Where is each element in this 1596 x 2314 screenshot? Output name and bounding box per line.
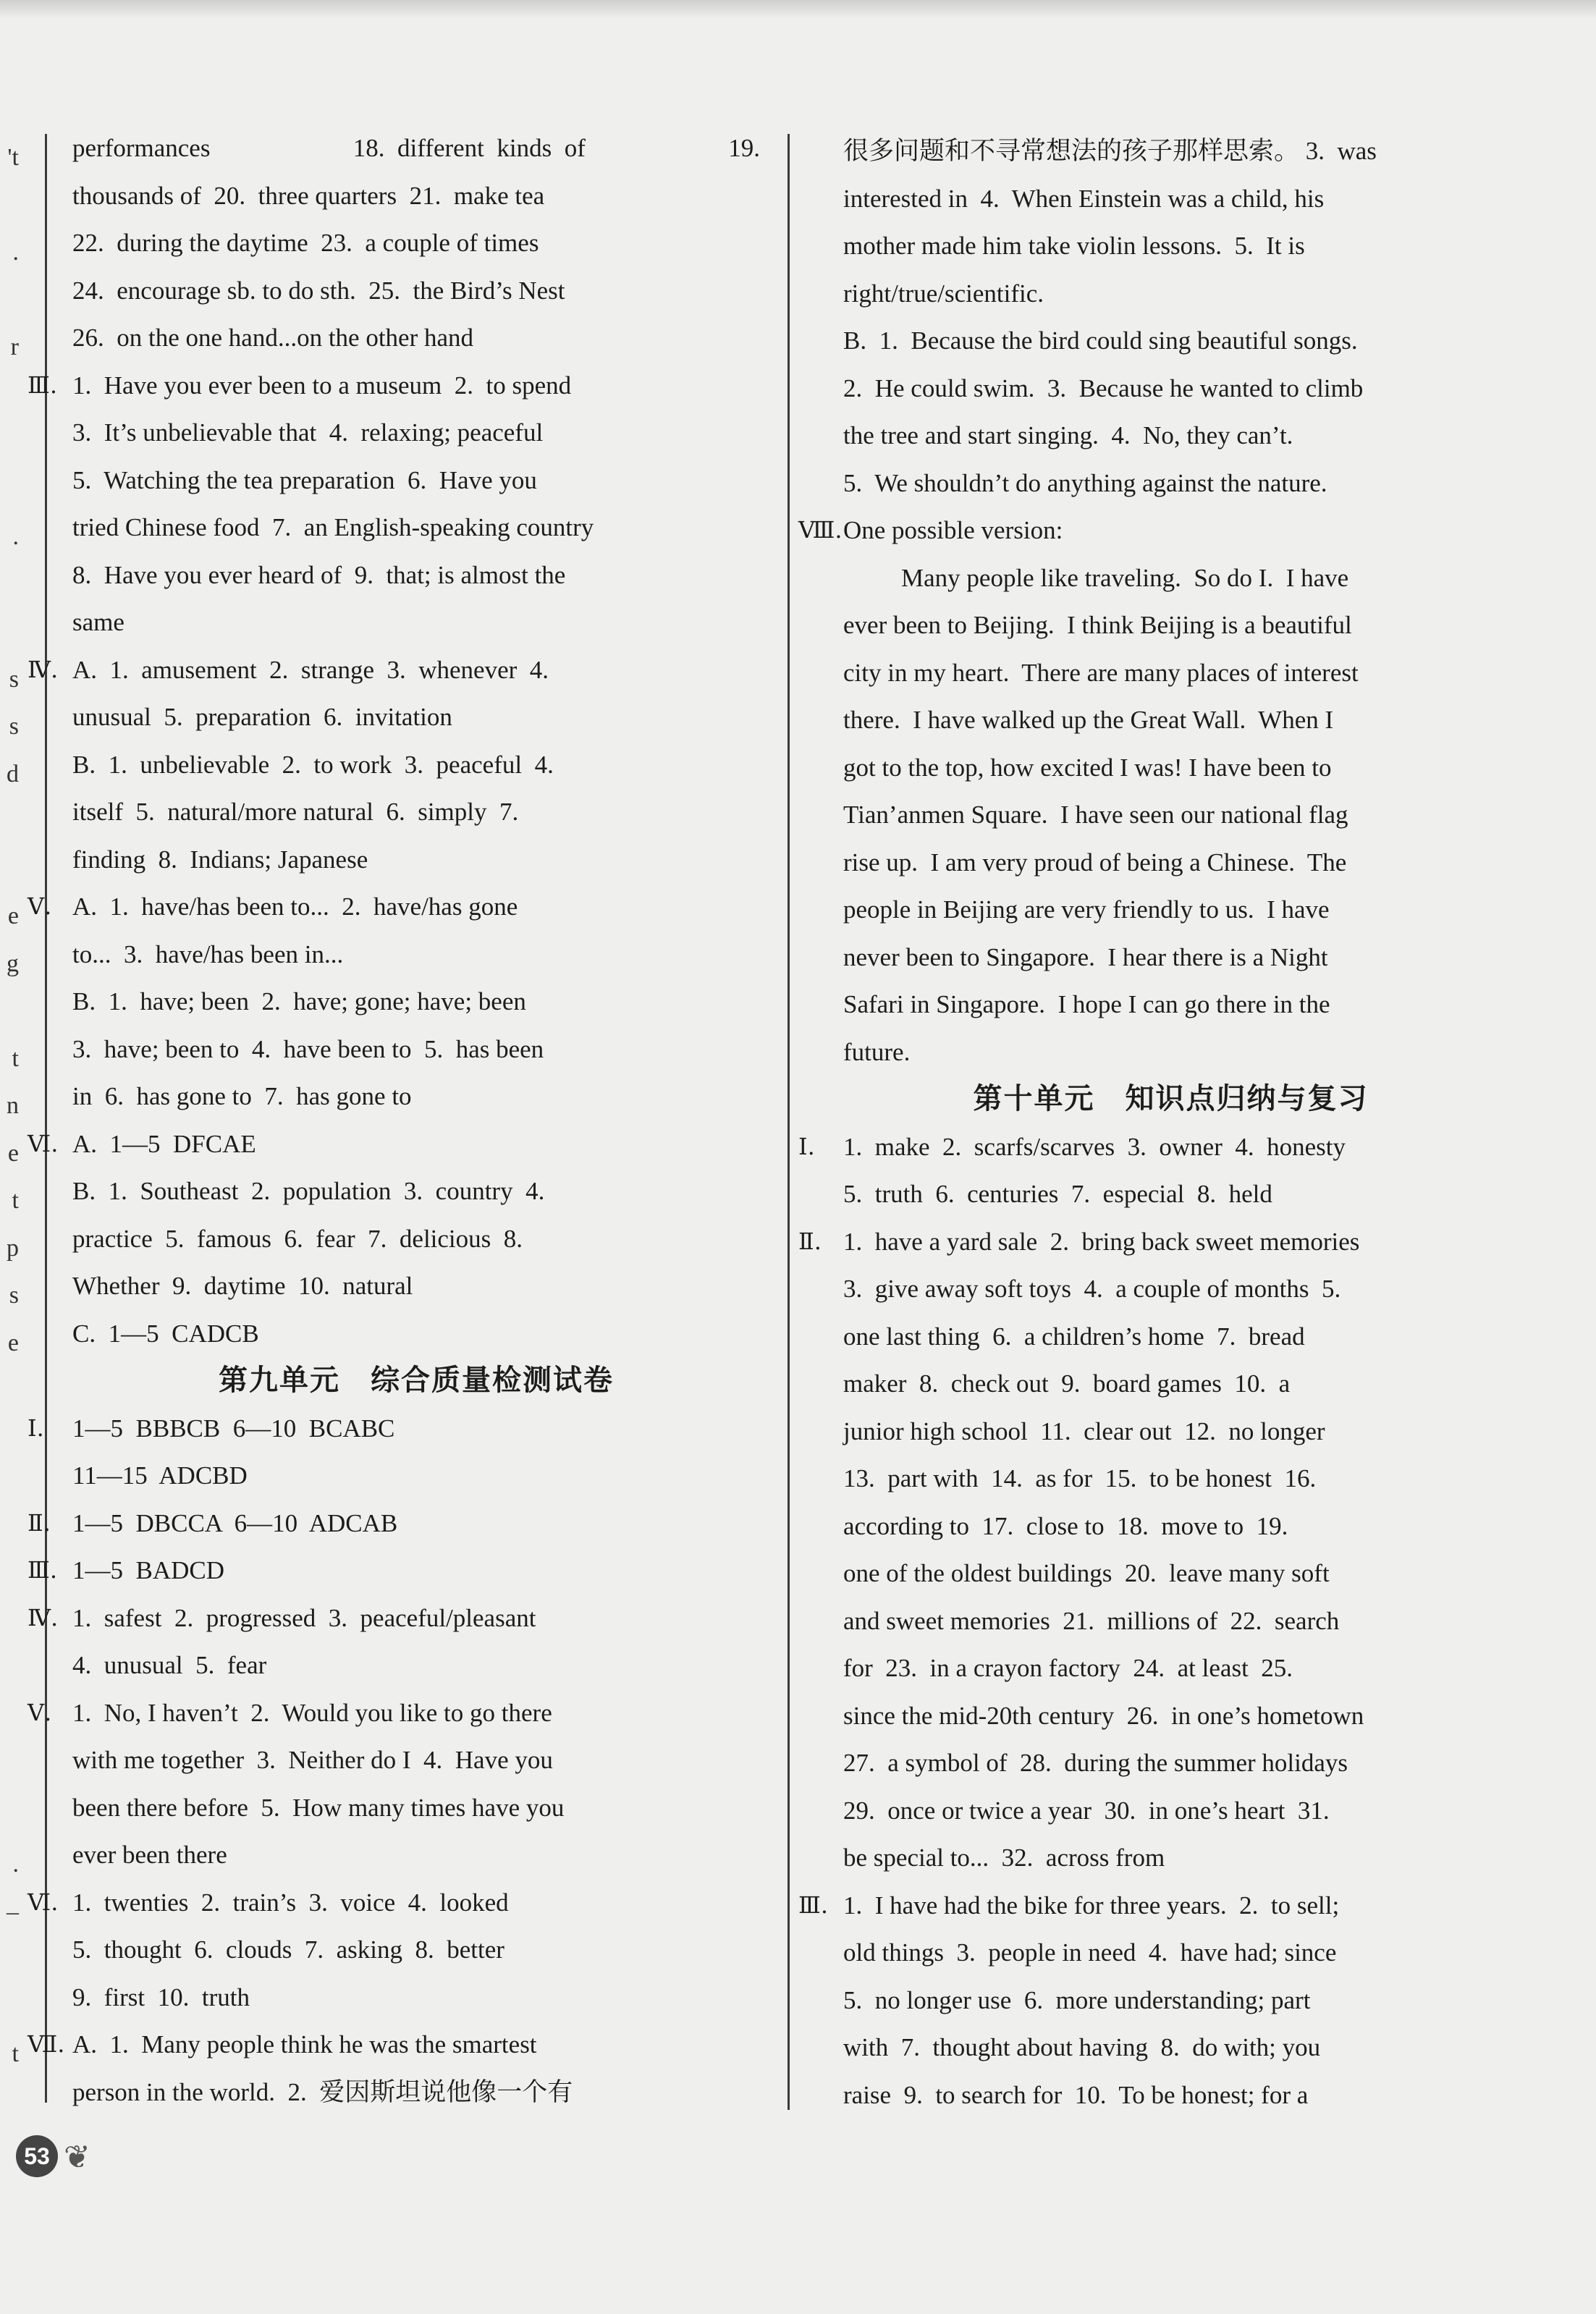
answer-line xyxy=(843,886,1498,934)
answer-text: 22. during the daytime 23. a couple of times xyxy=(72,229,539,257)
answer-text: maker 8. check out 9. board games 10. a xyxy=(843,1369,1291,1398)
answer-text: A. 1. have/has been to... 2. have/has gone xyxy=(72,892,518,921)
edge-fragment: n xyxy=(7,1092,19,1119)
answer-text: performances xyxy=(72,134,211,162)
section-numeral: Ⅳ. xyxy=(28,655,59,683)
answer-text: junior high school 11. clear out 12. no longer xyxy=(843,1416,1325,1445)
answer-line xyxy=(28,1405,760,1453)
answer-line xyxy=(72,552,760,599)
answer-text: A. 1—5 DFCAE xyxy=(72,1129,256,1158)
answer-line xyxy=(843,412,1498,460)
answer-line xyxy=(798,1123,1498,1171)
answer-line xyxy=(798,1218,1498,1266)
answer-text: future. xyxy=(843,1037,911,1066)
answer-text: A. 1. Many people think he was the smartest xyxy=(72,2030,537,2058)
section-numeral: Ⅰ. xyxy=(28,1414,44,1442)
answer-line xyxy=(843,270,1498,318)
edge-fragment xyxy=(0,845,19,893)
answer-text: 4. unusual 5. fear xyxy=(72,1651,267,1679)
answer-line xyxy=(843,317,1498,365)
answer-line xyxy=(843,1692,1498,1740)
answer-line xyxy=(843,1644,1498,1692)
answer-line xyxy=(843,175,1498,223)
answer-line xyxy=(843,1029,1498,1076)
answer-line xyxy=(72,788,760,836)
answer-text: raise 9. to search for 10. To be honest; for a xyxy=(843,2080,1309,2109)
answer-text: C. 1—5 CADCB xyxy=(72,1319,259,1348)
edge-fragment: t xyxy=(12,1187,19,1214)
answer-line xyxy=(28,362,760,410)
answer-text: 1—5 BBBCB 6—10 BCABC xyxy=(72,1414,395,1443)
answer-text: 19. xyxy=(728,134,760,162)
edge-fragment xyxy=(0,1651,19,1699)
section-numeral: Ⅶ. xyxy=(28,2030,65,2058)
left-margin-rule xyxy=(45,134,47,2103)
answer-text: 5. Watching the tea preparation 6. Have you xyxy=(72,465,537,494)
answer-line xyxy=(72,1642,760,1689)
answer-text: for 23. in a crayon factory 24. at least 25. xyxy=(843,1654,1293,1682)
answer-line xyxy=(72,1215,760,1263)
answer-line xyxy=(843,1739,1498,1787)
answer-text: 5. truth 6. centuries 7. especial 8. held xyxy=(843,1180,1272,1208)
section-numeral: Ⅲ. xyxy=(28,371,58,399)
edge-fragment: e xyxy=(7,1139,19,1167)
answer-line xyxy=(843,1360,1498,1408)
left-edge-fragments xyxy=(0,134,19,2103)
edge-fragment: – xyxy=(7,1898,19,1925)
answer-text: 26. on the one hand...on the other hand xyxy=(72,324,474,352)
edge-fragment xyxy=(0,1935,19,1983)
answer-line xyxy=(72,1026,760,1073)
answer-text: according to 17. close to 18. move to 19. xyxy=(843,1511,1288,1540)
answer-text: 3. It’s unbelievable that 4. relaxing; peaceful xyxy=(72,418,544,447)
answer-text: B. 1. Because the bird could sing beautiful songs. xyxy=(843,326,1358,355)
answer-line xyxy=(843,1170,1498,1218)
answer-line xyxy=(72,457,760,504)
answer-line xyxy=(843,744,1498,792)
answer-text: person in the world. 2. 爱因斯坦说他像一个有 xyxy=(72,2077,573,2106)
answer-line xyxy=(28,1595,760,1642)
decorative-ornament-icon: ❦ xyxy=(64,2140,90,2175)
answer-text: 27. a symbol of 28. during the summer holidays xyxy=(843,1749,1348,1777)
page-number: 53 xyxy=(16,2135,58,2177)
answer-line xyxy=(72,1167,760,1215)
answer-text: with me together 3. Neither do I 4. Have you xyxy=(72,1746,553,1774)
answer-text: 1. Have you ever been to a museum 2. to spend xyxy=(72,371,572,400)
answer-text: Many people like traveling. So do I. I have xyxy=(901,563,1349,592)
answer-text: thousands of 20. three quarters 21. make tea xyxy=(72,181,545,210)
answer-line xyxy=(72,599,760,646)
answer-text: since the mid-20th century 26. in one’s hometown xyxy=(843,1701,1364,1730)
answer-text: tried Chinese food 7. an English-speaking country xyxy=(72,513,594,541)
section-numeral: Ⅱ. xyxy=(28,1508,51,1537)
edge-fragment xyxy=(0,1983,19,2031)
answer-text: in 6. has gone to 7. has gone to xyxy=(72,1082,412,1110)
answer-line xyxy=(28,1547,760,1595)
answer-line xyxy=(72,693,760,741)
column-left-lines-2 xyxy=(28,1405,760,2116)
section-numeral: Ⅲ. xyxy=(28,1556,58,1584)
answer-line xyxy=(28,1120,760,1168)
answer-line xyxy=(72,124,760,172)
edge-fragment xyxy=(0,561,19,609)
answer-text: 1. safest 2. progressed 3. peaceful/pleasant xyxy=(72,1603,536,1632)
answer-line xyxy=(843,127,1498,175)
scan-shadow xyxy=(0,0,1596,19)
answer-line xyxy=(72,409,760,457)
answer-text: 5. We shouldn’t do anything against the nature. xyxy=(843,468,1327,497)
answer-text: right/true/scientific. xyxy=(843,279,1044,308)
answer-line xyxy=(72,504,760,552)
answer-text: city in my heart. There are many places of interest xyxy=(843,658,1359,687)
answer-text: 11—15 ADCBD xyxy=(72,1461,248,1490)
section-numeral: Ⅷ. xyxy=(798,516,843,544)
answer-line xyxy=(72,314,760,362)
answer-text: 13. part with 14. as for 15. to be honest 16. xyxy=(843,1464,1317,1492)
edge-fragment: g xyxy=(7,950,19,977)
edge-fragment: p xyxy=(7,1234,19,1262)
answer-line xyxy=(843,1929,1498,1977)
section-numeral: Ⅱ. xyxy=(798,1227,822,1255)
answer-line xyxy=(843,981,1498,1029)
answer-line xyxy=(843,365,1498,413)
edge-fragment xyxy=(0,1367,19,1414)
edge-fragment: d xyxy=(7,760,19,787)
answer-line xyxy=(843,791,1498,839)
answer-text: got to the top, how excited I was! I have been to xyxy=(843,753,1332,782)
answer-line xyxy=(843,839,1498,887)
answer-text: 1. No, I haven’t 2. Would you like to go there xyxy=(72,1698,552,1727)
section-numeral: Ⅲ. xyxy=(798,1891,829,1919)
answer-text: one last thing 6. a children’s home 7. bread xyxy=(843,1322,1305,1351)
answer-line xyxy=(843,1408,1498,1456)
edge-fragment xyxy=(0,608,19,656)
answer-line xyxy=(843,1787,1498,1835)
section-numeral: Ⅴ. xyxy=(28,1698,52,1726)
answer-line xyxy=(798,507,1498,554)
answer-line xyxy=(28,1879,760,1927)
answer-text: been there before 5. How many times have you xyxy=(72,1793,565,1822)
section-numeral: Ⅵ. xyxy=(28,1888,59,1916)
edge-fragment xyxy=(0,182,19,229)
answer-text: Safari in Singapore. I hope I can go there in the xyxy=(843,990,1330,1018)
answer-line xyxy=(72,267,760,315)
edge-fragment: r xyxy=(10,334,19,360)
answer-text: mother made him take violin lessons. 5. It is xyxy=(843,232,1305,260)
answer-line xyxy=(28,1500,760,1547)
answer-text: the tree and start singing. 4. No, they can’t. xyxy=(843,421,1293,449)
answer-line xyxy=(72,1784,760,1832)
edge-fragment: e xyxy=(7,903,19,929)
answer-text: to... 3. have/has been in... xyxy=(72,939,344,968)
answer-line xyxy=(843,1834,1498,1882)
answer-line xyxy=(843,1455,1498,1503)
answer-text: 3. give away soft toys 4. a couple of months 5. xyxy=(843,1275,1341,1303)
edge-fragment: . xyxy=(12,523,19,550)
answer-line xyxy=(72,978,760,1026)
answer-line xyxy=(72,836,760,884)
answer-line xyxy=(72,1073,760,1120)
answer-text: unusual 5. preparation 6. invitation xyxy=(72,703,452,731)
edge-fragment xyxy=(0,987,19,1035)
answer-text: be special to... 32. across from xyxy=(843,1844,1165,1872)
answer-line xyxy=(843,1977,1498,2024)
edge-fragment: t xyxy=(12,1044,19,1072)
answer-text: 9. first 10. truth xyxy=(72,1982,250,2011)
answer-text: 18. different kinds of xyxy=(352,134,586,162)
answer-text: interested in 4. When Einstein was a child, his xyxy=(843,184,1325,213)
edge-fragment xyxy=(0,466,19,514)
answer-text: with 7. thought about having 8. do with; you xyxy=(843,2033,1321,2061)
answer-line xyxy=(843,2072,1498,2119)
edge-fragment xyxy=(0,1461,19,1509)
answer-line xyxy=(843,649,1498,697)
edge-fragment xyxy=(0,371,19,419)
answer-text: never been to Singapore. I hear there is a Night xyxy=(843,942,1328,971)
column-right-lines-2 xyxy=(798,1123,1498,2119)
answer-line xyxy=(843,696,1498,744)
answer-text: 5. no longer use 6. more understanding; part xyxy=(843,1985,1311,2014)
answer-text: 1—5 BADCD xyxy=(72,1556,225,1584)
answer-text: finding 8. Indians; Japanese xyxy=(72,845,368,874)
answer-text: 24. encourage sb. to do sth. 25. the Bird’s Nest xyxy=(72,276,565,305)
answer-line xyxy=(72,931,760,979)
edge-fragment: s xyxy=(9,665,19,693)
section-numeral: Ⅰ. xyxy=(798,1132,815,1160)
edge-fragment xyxy=(0,1794,19,1841)
answer-line xyxy=(28,883,760,931)
edge-fragment: . xyxy=(12,239,19,266)
answer-line xyxy=(843,1265,1498,1313)
answer-text: practice 5. famous 6. fear 7. delicious 8. xyxy=(72,1224,523,1253)
answer-text: there. I have walked up the Great Wall. When I xyxy=(843,706,1334,734)
answer-line xyxy=(72,1926,760,1974)
section-numeral: Ⅳ. xyxy=(28,1603,59,1631)
column-left-lines xyxy=(28,124,760,1357)
answer-line xyxy=(72,219,760,267)
answer-line xyxy=(72,1831,760,1879)
edge-fragment: e xyxy=(7,1329,19,1356)
answer-text: 1. have a yard sale 2. bring back sweet memories xyxy=(843,1227,1360,1256)
answer-text: 3. have; been to 4. have been to 5. has been xyxy=(72,1034,544,1063)
column-right-lines xyxy=(798,127,1498,1076)
answer-text: 29. once or twice a year 30. in one’s heart 31. xyxy=(843,1796,1330,1825)
answer-text: 5. thought 6. clouds 7. asking 8. better xyxy=(72,1935,504,1964)
edge-fragment: . xyxy=(12,1851,19,1878)
section-numeral: Ⅵ. xyxy=(28,1129,59,1157)
answer-text: 2. He could swim. 3. Because he wanted to climb xyxy=(843,373,1364,402)
column-divider xyxy=(788,134,790,2110)
section-numeral: Ⅴ. xyxy=(28,892,52,920)
answer-line xyxy=(843,2024,1498,2072)
answer-text: ever been to Beijing. I think Beijing is a beautiful xyxy=(843,611,1352,639)
answer-text: Tian’anmen Square. I have seen our national flag xyxy=(843,801,1348,829)
answer-text: B. 1. Southeast 2. population 3. country 4. xyxy=(72,1177,545,1205)
answer-text: 很多问题和不寻常想法的孩子那样思索。 3. was xyxy=(843,137,1377,165)
edge-fragment xyxy=(0,1746,19,1794)
answer-line xyxy=(843,554,1498,602)
answer-text: people in Beijing are very friendly to us. I have xyxy=(843,895,1330,924)
edge-fragment xyxy=(0,1414,19,1462)
column-right xyxy=(798,127,1498,2119)
answer-text: Whether 9. daytime 10. natural xyxy=(72,1272,413,1300)
answer-line xyxy=(843,1597,1498,1645)
edge-fragment xyxy=(0,418,19,466)
edge-fragment xyxy=(0,1699,19,1747)
answer-text: One possible version: xyxy=(843,516,1063,544)
answer-text: 1—5 DBCCA 6—10 ADCAB xyxy=(72,1508,398,1537)
answer-line xyxy=(28,646,760,694)
answer-line xyxy=(72,1974,760,2022)
edge-fragment: 't xyxy=(7,144,19,171)
column-left xyxy=(28,124,760,2116)
answer-text: 1. make 2. scarfs/scarves 3. owner 4. honesty xyxy=(843,1132,1346,1161)
answer-text: one of the oldest buildings 20. leave many soft xyxy=(843,1559,1330,1587)
answer-text: A. 1. amusement 2. strange 3. whenever 4. xyxy=(72,655,549,684)
answer-text: and sweet memories 21. millions of 22. search xyxy=(843,1606,1340,1635)
answer-line xyxy=(28,2021,760,2069)
answer-text: B. 1. have; been 2. have; gone; have; been xyxy=(72,987,526,1015)
answer-text: 8. Have you ever heard of 9. that; is almost the xyxy=(72,560,566,589)
answer-text: B. 1. unbelievable 2. to work 3. peaceful 4. xyxy=(72,750,554,779)
answer-line xyxy=(72,2069,760,2116)
answer-text: rise up. I am very proud of being a Chinese. The xyxy=(843,848,1347,877)
answer-line xyxy=(843,1313,1498,1361)
answer-line xyxy=(843,934,1498,981)
answer-text: old things 3. people in need 4. have had; since xyxy=(843,1938,1337,1967)
edge-fragment xyxy=(0,1604,19,1652)
section-heading-unit10: 第十单元 知识点归纳与复习 xyxy=(973,1082,1369,1115)
answer-line xyxy=(843,601,1498,649)
edge-fragment xyxy=(0,798,19,845)
answer-text: 1. twenties 2. train’s 3. voice 4. looked xyxy=(72,1888,509,1917)
edge-fragment: s xyxy=(9,1282,19,1309)
edge-fragment: s xyxy=(9,713,19,740)
answer-line xyxy=(72,1310,760,1358)
section-heading-unit9: 第九单元 综合质量检测试卷 xyxy=(219,1364,614,1397)
edge-fragment: t xyxy=(12,2040,19,2067)
edge-fragment xyxy=(0,1556,19,1604)
answer-line xyxy=(72,172,760,220)
answer-line xyxy=(28,1689,760,1737)
answer-line xyxy=(843,1503,1498,1550)
answer-line xyxy=(72,1452,760,1500)
answer-line xyxy=(72,1736,760,1784)
answer-text: itself 5. natural/more natural 6. simply 7. xyxy=(72,798,519,826)
answer-line xyxy=(798,1882,1498,1930)
answer-line xyxy=(72,1262,760,1310)
answer-line xyxy=(843,1550,1498,1597)
answer-line xyxy=(843,222,1498,270)
answer-line xyxy=(72,741,760,789)
edge-fragment xyxy=(0,276,19,324)
answer-text: ever been there xyxy=(72,1841,227,1869)
answer-line xyxy=(843,460,1498,507)
edge-fragment xyxy=(0,1509,19,1557)
answer-text: same xyxy=(72,608,124,636)
answer-text: 1. I have had the bike for three years. 2. to sell; xyxy=(843,1891,1340,1920)
